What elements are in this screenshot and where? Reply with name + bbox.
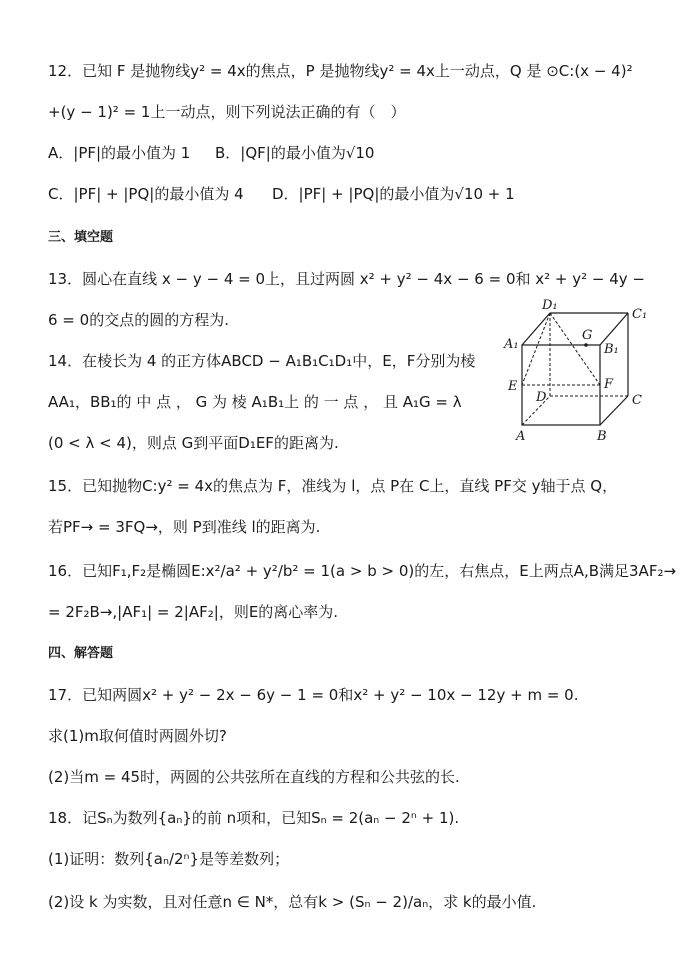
section-answer-heading: 四、解答题 <box>48 646 114 661</box>
figure-label-b: B <box>597 429 607 444</box>
figure-label-d: D <box>536 390 547 405</box>
q12-option-c: C．|PF| + |PQ|的最小值为 4 <box>48 185 244 203</box>
q12-option-a: A．|PF|的最小值为 1 <box>48 144 191 162</box>
figure-label-d1: D₁ <box>542 298 558 313</box>
q14-line2: AA₁，BB₁的 中 点 ， G 为 棱 A₁B₁上 的 一 点 ， 且 A₁G = λ <box>48 393 462 411</box>
q17-line2: 求(1)m取何值时两圆外切? <box>48 727 227 745</box>
figure-label-e: E <box>508 379 518 394</box>
q13-line2: 6 = 0的交点的圆的方程为. <box>48 311 229 329</box>
q12-line1: 12．已知 F 是抛物线y² = 4x的焦点，P 是抛物线y² = 4x上一动点，Q 是 ⊙C:(x − 4)² <box>48 62 633 80</box>
figure-label-c1: C₁ <box>632 307 648 322</box>
q14-line3: (0 < λ < 4)，则点 G到平面D₁EF的距离为. <box>48 434 339 452</box>
q16-line1: 16．已知F₁,F₂是椭圆E:x²/a² + y²/b² = 1(a > b > 0)的左，右焦点，E上两点A,B满足3AF₂→ <box>48 562 677 580</box>
q14-line1: 14．在棱长为 4 的正方体ABCD − A₁B₁C₁D₁中，E，F分别为棱 <box>48 352 476 370</box>
figure-label-a1: A₁ <box>504 337 519 352</box>
q13-line1: 13．圆心在直线 x − y − 4 = 0上，且过两圆 x² + y² − 4x − 6 = 0和 x² + y² − 4y − <box>48 270 645 288</box>
q12-option-b: B．|QF|的最小值为√10 <box>215 144 375 162</box>
q12-line2: +(y − 1)² = 1上一动点，则下列说法正确的有（ ） <box>48 103 406 121</box>
q17-line3: (2)当m = 45时，两圆的公共弦所在直线的方程和公共弦的长. <box>48 768 460 786</box>
figure-label-f: F <box>604 377 614 392</box>
q15-line1: 15．已知抛物C:y² = 4x的焦点为 F，准线为 l，点 P在 C上，直线 PF交 y轴于点 Q， <box>48 477 618 495</box>
figure-label-c: C <box>632 393 642 408</box>
q18-line3: (2)设 k 为实数，且对任意n ∈ N*，总有k > (Sₙ − 2)/aₙ，求 k的最小值. <box>48 893 537 911</box>
cube-figure <box>500 298 660 448</box>
figure-label-g: G <box>582 328 593 343</box>
figure-label-b1: B₁ <box>604 342 619 357</box>
q17-line1: 17．已知两圆x² + y² − 2x − 6y − 1 = 0和x² + y² − 10x − 12y + m = 0. <box>48 686 579 704</box>
q15-line2: 若PF→ = 3FQ→，则 P到准线 l的距离为. <box>48 518 321 536</box>
figure-label-a: A <box>516 429 526 444</box>
q12-option-d: D．|PF| + |PQ|的最小值为√10 + 1 <box>272 185 515 203</box>
section-fill-in-heading: 三、填空题 <box>48 230 114 245</box>
q16-line2: = 2F₂B→,|AF₁| = 2|AF₂|，则E的离心率为. <box>48 603 339 621</box>
q18-line1: 18．记Sₙ为数列{aₙ}的前 n项和，已知Sₙ = 2(aₙ − 2ⁿ + 1). <box>48 809 460 827</box>
q18-line2: (1)证明：数列{aₙ/2ⁿ}是等差数列； <box>48 850 290 868</box>
